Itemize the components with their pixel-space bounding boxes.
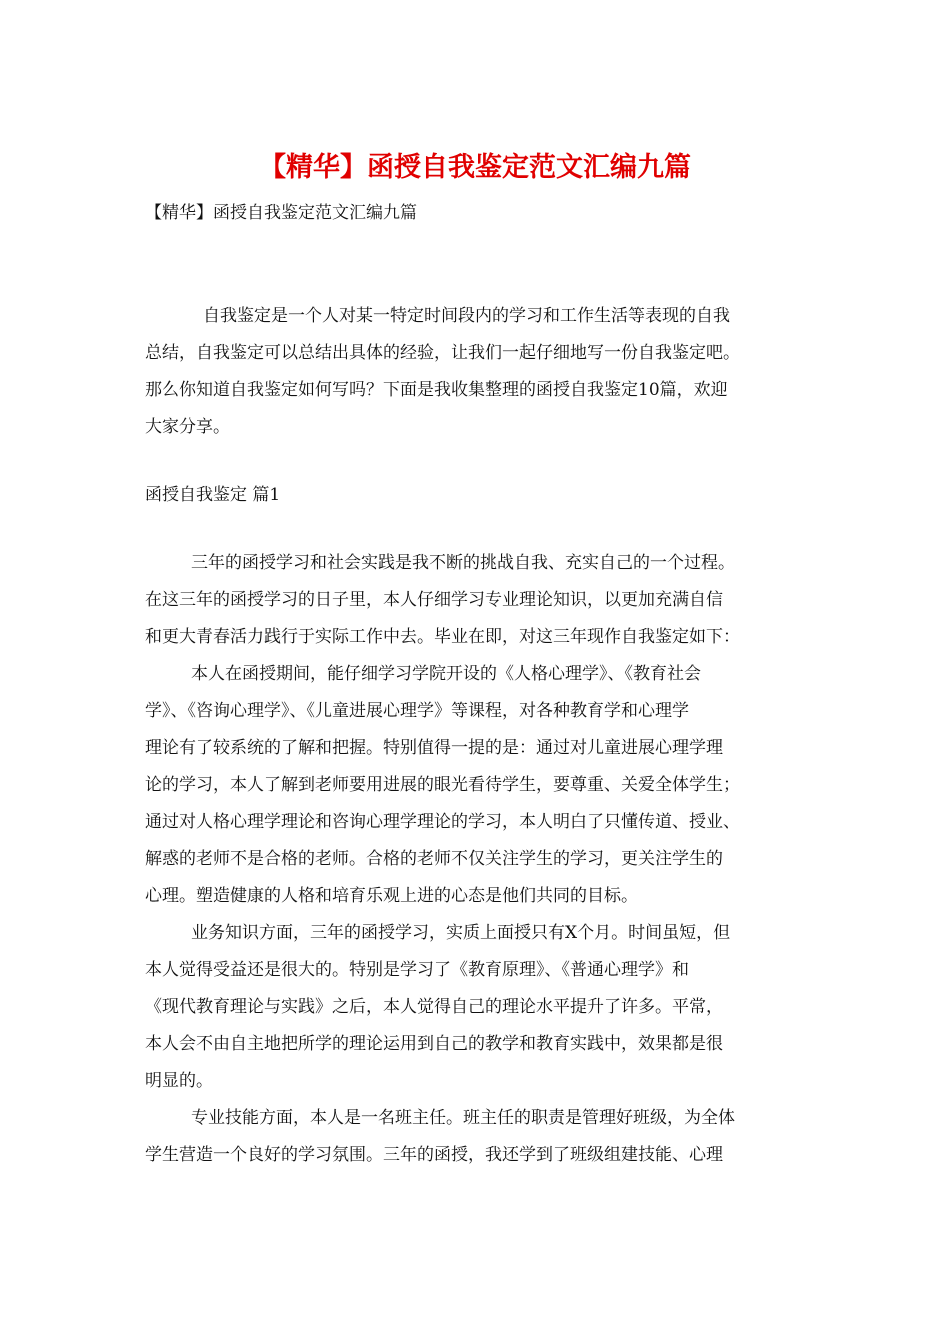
text-line: 本人在函授期间，能仔细学习学院开设的《人格心理学》、《教育社会 — [191, 664, 701, 684]
paragraph-1 — [145, 545, 805, 656]
text-line: 本人觉得受益还是很大的。特别是学习了《教育原理》、《普通心理学》和 — [145, 960, 689, 980]
text-line: 学生营造一个良好的学习氛围。三年的函授，我还学到了班级组建技能、心理 — [145, 1145, 723, 1165]
text-line: 业务知识方面，三年的函授学习，实质上面授只有X个月。时间虽短，但 — [191, 923, 731, 943]
paragraph-3 — [145, 915, 805, 1100]
text-line: 论的学习，本人了解到老师要用进展的眼光看待学生，要尊重、关爱全体学生； — [145, 775, 740, 795]
text-line: 专业技能方面，本人是一名班主任。班主任的职责是管理好班级，为全体 — [191, 1108, 735, 1128]
text-line: 在这三年的函授学习的日子里，本人仔细学习专业理论知识，以更加充满自信 — [145, 590, 723, 610]
intro-paragraph — [145, 298, 805, 446]
text-line: 那么你知道自我鉴定如何写吗？下面是我收集整理的函授自我鉴定10篇，欢迎 — [145, 380, 728, 400]
text-line: 三年的函授学习和社会实践是我不断的挑战自我、充实自己的一个过程。 — [191, 553, 735, 573]
document-subtitle: 【精华】函授自我鉴定范文汇编九篇 — [145, 203, 417, 223]
text-line: 心理。塑造健康的人格和培育乐观上进的心态是他们共同的目标。 — [145, 886, 638, 906]
document-title: 【精华】函授自我鉴定范文汇编九篇 — [259, 152, 691, 183]
text-line: 总结，自我鉴定可以总结出具体的经验，让我们一起仔细地写一份自我鉴定吧。 — [145, 343, 740, 363]
text-line: 理论有了较系统的了解和把握。特别值得一提的是：通过对儿童进展心理学理 — [145, 738, 723, 758]
text-line: 自我鉴定是一个人对某一特定时间段内的学习和工作生活等表现的自我 — [203, 306, 730, 326]
text-line: 和更大青春活力践行于实际工作中去。毕业在即，对这三年现作自我鉴定如下： — [145, 627, 740, 647]
text-line: 通过对人格心理学理论和咨询心理学理论的学习，本人明白了只懂传道、授业、 — [145, 812, 740, 832]
text-line: 《现代教育理论与实践》之后，本人觉得自己的理论水平提升了许多。平常， — [145, 997, 723, 1017]
section-heading: 函授自我鉴定 篇1 — [145, 485, 281, 505]
text-line: 学》、《咨询心理学》、《儿童进展心理学》等课程，对各种教育学和心理学 — [145, 701, 689, 721]
text-line: 解惑的老师不是合格的老师。合格的老师不仅关注学生的学习，更关注学生的 — [145, 849, 723, 869]
text-line: 本人会不由自主地把所学的理论运用到自己的教学和教育实践中，效果都是很 — [145, 1034, 723, 1054]
paragraph-2 — [145, 656, 805, 915]
paragraph-4 — [145, 1100, 805, 1174]
text-line: 大家分享。 — [145, 417, 230, 437]
text-line: 明显的。 — [145, 1071, 213, 1091]
